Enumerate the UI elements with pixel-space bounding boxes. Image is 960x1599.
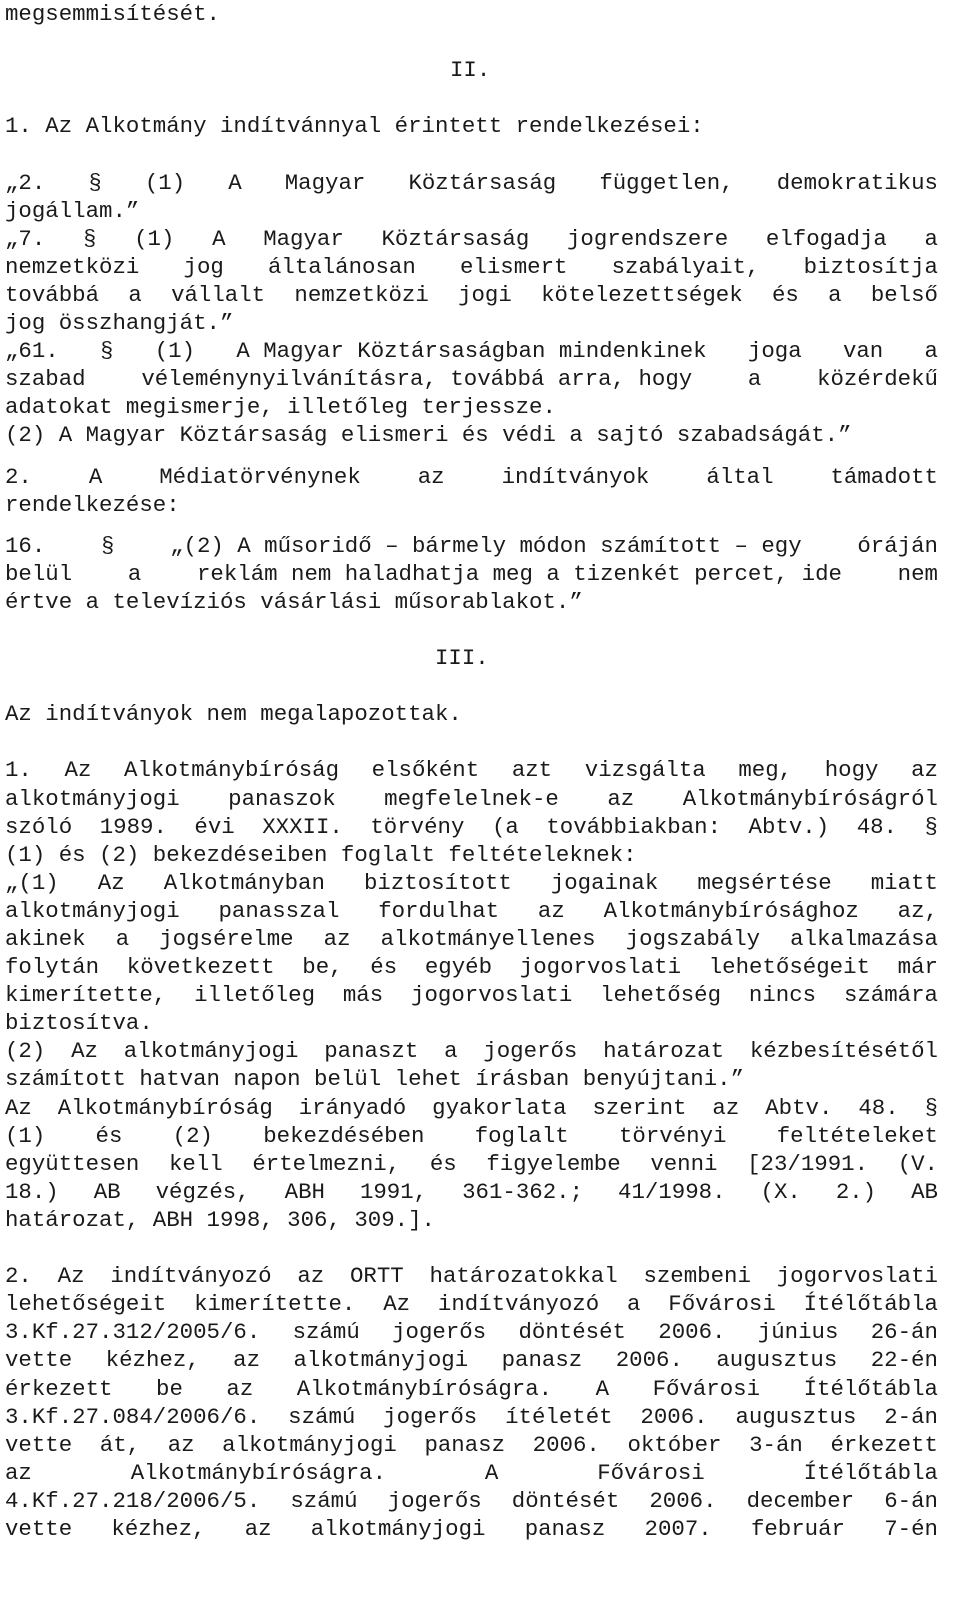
word: az [417, 463, 445, 490]
word: be, [302, 954, 343, 981]
word: számú [290, 1487, 358, 1514]
word: a [627, 1291, 641, 1318]
word: 4.Kf.27.218/2006/5. [5, 1487, 261, 1514]
word: december [746, 1487, 855, 1514]
word: 2-án [884, 1403, 938, 1430]
word: Ítélőtábla [803, 1291, 938, 1318]
word: vette [5, 1515, 73, 1542]
paragraph-gap [5, 450, 938, 463]
word: Köztársaság [408, 169, 557, 196]
quoted-provision-line: adatokat megismerje, illetőleg terjessze. [5, 394, 556, 421]
word: 2. [5, 1263, 32, 1290]
word: [23/1991. [747, 1150, 869, 1177]
word: az [712, 1094, 740, 1121]
word: és [370, 954, 398, 981]
word: jogorvoslati [776, 1263, 938, 1290]
word: foglalt [474, 1122, 569, 1149]
word: Alkotmánybíróságra. [130, 1459, 387, 1486]
paragraph-line [5, 1459, 938, 1487]
quoted-provision-line [5, 337, 938, 365]
word: kötelezettségek [541, 281, 743, 308]
word: a [128, 281, 142, 308]
word: Fővárosi [668, 1291, 776, 1318]
word: 1989. [99, 813, 167, 840]
word: más [342, 982, 384, 1009]
word: törvényi [618, 1122, 727, 1149]
word: Fővárosi [652, 1375, 761, 1402]
paragraph-line [5, 1094, 938, 1122]
word: az [233, 1347, 261, 1374]
quoted-provision-line: értve a televíziós vásárlási műsorablakot.” [5, 588, 583, 615]
word: vette [5, 1347, 73, 1374]
word: bekezdésében [263, 1122, 425, 1149]
word: jogainak [550, 869, 659, 896]
word: által [706, 463, 774, 490]
word: és [95, 1122, 123, 1149]
word: folytán [5, 954, 100, 981]
section-heading: III. [435, 645, 489, 672]
paragraph-line [5, 1487, 938, 1515]
word: joga [747, 338, 802, 365]
paragraph-line [5, 1262, 938, 1290]
word: a [924, 338, 938, 365]
word: az [537, 897, 565, 924]
word: Abtv. [765, 1094, 833, 1121]
word: szabályait, [611, 253, 760, 280]
word: 2006. [640, 1403, 708, 1430]
word: független, [599, 169, 734, 196]
word: 2.) [835, 1178, 877, 1205]
word: alkotmányjogi [123, 1038, 299, 1065]
word: jogorvoslati [411, 982, 573, 1009]
word: Alkotmánybíróság [57, 1094, 273, 1121]
quoted-provision-line: (2) A Magyar Köztársaság elismeri és védi a sajtó szabadságát.” [5, 422, 852, 449]
word: az [607, 785, 635, 812]
paragraph-line [5, 813, 938, 841]
word: döntését [511, 1487, 620, 1514]
quoted-provision-line: jog összhangját.” [5, 310, 234, 337]
word: és [771, 281, 799, 308]
paragraph-line [5, 1431, 938, 1459]
word: § [924, 1094, 938, 1121]
word: június [757, 1319, 839, 1346]
word: a [127, 560, 142, 587]
paragraph-line [5, 925, 938, 953]
word: jogrendszere [566, 225, 729, 252]
word: Fővárosi [597, 1459, 705, 1486]
paragraph-line [5, 953, 938, 981]
word: az [167, 1431, 195, 1458]
word: XXXII. [262, 813, 343, 840]
word: (1) [5, 1122, 46, 1149]
word: továbbiakban: [546, 813, 722, 840]
subsection-heading: 1. Az Alkotmány indítvánnyal érintett rendelkezései: [5, 113, 704, 140]
word: február [750, 1515, 845, 1542]
word: 2006. [532, 1431, 600, 1458]
word: jogerős [387, 1487, 482, 1514]
word: Alkotmánybírósághoz [603, 897, 859, 924]
word: hogy [824, 757, 879, 784]
word: Alkotmánybíróságra. [296, 1375, 553, 1402]
word: szerint [592, 1094, 687, 1121]
word: (1) [144, 169, 186, 196]
word: kell [169, 1150, 223, 1177]
quoted-provision-line [5, 281, 938, 309]
word: Médiatörvénynek [159, 463, 361, 490]
word: panaszt [324, 1038, 419, 1065]
word: 41/1998. [618, 1178, 726, 1205]
text-line: Az indítványok nem megalapozottak. [5, 701, 462, 728]
paragraph-line: (1) és (2) bekezdéseiben foglalt feltételeknek: [5, 841, 637, 868]
word: (1) [154, 338, 196, 365]
word: A [484, 1459, 499, 1486]
word: alkotmányjogi [5, 897, 180, 924]
word: 18.) [5, 1178, 59, 1205]
paragraph-line [5, 1375, 938, 1403]
word: nem [897, 560, 938, 587]
paragraph-line [5, 897, 938, 925]
word: egyéb [424, 954, 493, 981]
word: az, [897, 897, 938, 924]
word: 48. [856, 813, 897, 840]
paragraph-gap [5, 1234, 938, 1262]
word: jogorvoslati [519, 954, 682, 981]
paragraph-line [5, 1346, 938, 1374]
word: venni [650, 1150, 718, 1177]
word: belső [870, 281, 938, 308]
word: jogerős [392, 1319, 487, 1346]
word: kézhez, [111, 1515, 206, 1542]
word: kézbesítésétől [749, 1038, 938, 1065]
word: be [156, 1375, 183, 1402]
paragraph-gap [5, 84, 938, 112]
word: „(1) [5, 869, 59, 896]
paragraph-line [5, 1122, 938, 1150]
word: (2) [172, 1122, 213, 1149]
word: évi [194, 813, 235, 840]
word: Köztársaság [381, 225, 530, 252]
word: alkotmányjogi [310, 1515, 486, 1542]
word: indítványok [501, 463, 650, 490]
word: panasz [524, 1515, 606, 1542]
paragraph-line [5, 869, 938, 897]
word: augusztus [735, 1403, 857, 1430]
paragraph-gap [5, 140, 938, 168]
word: együttesen [5, 1150, 140, 1177]
word: jog [183, 253, 224, 280]
word: érkezett [830, 1431, 938, 1458]
word: „61. [5, 338, 59, 365]
word: számú [288, 1403, 356, 1430]
word: 16. [5, 532, 46, 559]
word: általánosan [268, 253, 416, 280]
word: 22-én [870, 1347, 938, 1374]
word: illetőleg [194, 982, 316, 1009]
word: meg, [738, 757, 793, 784]
paragraph-gap [5, 519, 938, 532]
word: augusztus [716, 1347, 838, 1374]
word: vette [5, 1431, 73, 1458]
word: Az [71, 1038, 98, 1065]
paragraph-line [5, 1290, 938, 1318]
word: ítéletét [505, 1403, 613, 1430]
word: „7. [5, 225, 46, 252]
word: demokratikus [776, 169, 938, 196]
quoted-provision-line [5, 532, 938, 560]
quoted-provision-line [5, 225, 938, 253]
word: megsértése [697, 869, 832, 896]
word: A [228, 169, 242, 196]
word: a [828, 281, 842, 308]
word: miatt [870, 869, 938, 896]
word: Az [97, 869, 125, 896]
word: ORTT [350, 1263, 404, 1290]
word: a [924, 225, 938, 252]
word: irányadó [298, 1094, 407, 1121]
word: számú [292, 1319, 360, 1346]
text-line: megsemmisítését. [5, 1, 220, 27]
document-page [5, 0, 938, 1543]
paragraph-gap [5, 728, 938, 756]
word: Alkotmányban [163, 869, 325, 896]
word: nincs [748, 982, 817, 1009]
word: feltételeket [776, 1122, 938, 1149]
word: A Magyar Köztársaságban mindenkinek [236, 338, 707, 365]
word: támadott [830, 463, 938, 490]
word: (a [491, 813, 519, 840]
word: (X. [760, 1178, 801, 1205]
word: október [627, 1431, 722, 1458]
paragraph-line [5, 785, 938, 813]
word: vállalt [171, 281, 266, 308]
word: figyelembe [486, 1150, 621, 1177]
word: biztosított [363, 869, 512, 896]
paragraph-line: biztosítva. [5, 1010, 153, 1037]
word: a [747, 366, 762, 393]
word: jogsérelme [159, 926, 294, 952]
word: át, [99, 1431, 141, 1458]
word: 2006. [649, 1487, 717, 1514]
word: számára [843, 982, 938, 1009]
word: Az [383, 1291, 411, 1318]
word: közérdekű [817, 366, 938, 393]
word: § [88, 169, 102, 196]
word: óráján [857, 532, 938, 559]
word: értelmezni, [252, 1150, 401, 1177]
section-heading: II. [450, 57, 491, 84]
word: Alkotmánybíróság [124, 757, 340, 784]
word: a [115, 926, 130, 952]
word: érkezett [5, 1375, 113, 1402]
word: az [323, 926, 351, 952]
word: biztosítja [803, 253, 938, 280]
word: § [924, 813, 938, 840]
word: 48. [858, 1094, 899, 1121]
word: az [226, 1375, 254, 1402]
word: következett [126, 954, 275, 981]
word: és [429, 1150, 457, 1177]
word: az [911, 757, 938, 784]
word: jogerős [383, 1403, 478, 1430]
word: § [101, 532, 115, 559]
word: AB [911, 1178, 938, 1205]
word: A [212, 225, 226, 252]
word: nemzetközi [5, 253, 140, 280]
paragraph-line [5, 1515, 938, 1543]
word: véleménynyilvánításra, továbbá arra, hogy [141, 366, 693, 393]
word: szóló [5, 813, 73, 840]
paragraph-line [5, 1178, 938, 1206]
word: panaszok [228, 785, 336, 812]
word: határozatokkal [429, 1263, 618, 1290]
word: 2. [5, 463, 32, 490]
word: Az [57, 1263, 85, 1290]
word: jogerős [483, 1038, 578, 1065]
word: 2006. [615, 1347, 683, 1374]
word: elfogadja [765, 225, 887, 252]
word: 1. [5, 757, 32, 784]
word: „(2) A műsoridő – bármely módon számított – egy [170, 532, 802, 559]
word: Abtv.) [748, 813, 830, 840]
word: elismert [459, 253, 568, 280]
word: ABH [284, 1178, 325, 1205]
word: 3-án [749, 1431, 803, 1458]
word: döntését [518, 1319, 626, 1346]
word: azt [511, 757, 553, 784]
word: akinek [5, 926, 86, 952]
word: kimerítette. [194, 1291, 356, 1318]
word: 3.Kf.27.084/2006/6. [5, 1403, 261, 1430]
paragraph-line [5, 1037, 938, 1065]
word: alkotmányjogi [293, 1347, 469, 1374]
quoted-provision-line [5, 365, 938, 393]
word: (1) [134, 225, 175, 252]
word: 1991, [359, 1178, 428, 1205]
word: indítványozó [110, 1263, 272, 1290]
paragraph-line [5, 756, 938, 784]
word: határozat [603, 1038, 725, 1065]
word: szembeni [643, 1263, 751, 1290]
paragraph-line: határozat, ABH 1998, 306, 309.]. [5, 1206, 435, 1233]
word: panasszal [218, 897, 340, 924]
word: 3.Kf.27.312/2005/6. [5, 1319, 261, 1346]
word: lehetőségeit [5, 1291, 167, 1318]
word: elsőként [371, 757, 480, 784]
word: alkotmányjogi [5, 785, 180, 812]
word: § [82, 225, 97, 252]
word: Ítélőtábla [803, 1375, 938, 1402]
word: fordulhat [378, 897, 500, 924]
subsection-heading-line [5, 463, 938, 491]
word: Az [5, 1094, 32, 1121]
word: törvény [370, 813, 465, 840]
paragraph-line [5, 981, 938, 1009]
word: kimerítette, [5, 982, 167, 1009]
word: alkotmányellenes [380, 926, 596, 952]
word: 361-362.; [462, 1178, 584, 1205]
word: (V. [897, 1150, 938, 1177]
paragraph-line: számított hatvan napon belül lehet írásban benyújtani.” [5, 1066, 745, 1093]
paragraph-gap [5, 672, 938, 700]
word: van [842, 338, 884, 365]
paragraph-line [5, 1150, 938, 1178]
word: jogszabály [625, 926, 761, 952]
quoted-provision-line [5, 253, 938, 281]
word: nemzetközi [294, 281, 429, 308]
word: végzés, [155, 1178, 250, 1205]
word: szabad [5, 366, 86, 393]
word: lehetőségeit [708, 954, 870, 981]
word: Az [64, 757, 92, 784]
word: gyakorlata [432, 1094, 567, 1121]
word: reklám nem haladhatja meg a tizenkét percet, ide [197, 560, 842, 587]
subsection-heading-line: rendelkezése: [5, 491, 180, 518]
word: 2006. [658, 1319, 726, 1346]
word: Alkotmánybíróságról [682, 785, 938, 812]
word: vizsgálta [584, 757, 706, 784]
word: AB [93, 1178, 121, 1205]
word: az [297, 1263, 325, 1290]
word: 26-án [870, 1319, 938, 1346]
quoted-provision-line [5, 560, 938, 588]
word: A [88, 463, 103, 490]
word: alkotmányjogi [222, 1431, 397, 1458]
word: belül [5, 560, 73, 587]
word: Ítélőtábla [803, 1459, 938, 1486]
word: a [444, 1038, 458, 1065]
paragraph-gap [5, 28, 938, 56]
quoted-provision-line: jogállam.” [5, 197, 140, 224]
word: Magyar [284, 169, 366, 196]
word: továbbá [5, 281, 100, 308]
word: alkalmazása [790, 926, 938, 952]
word: kézhez, [105, 1347, 200, 1374]
word: már [897, 954, 938, 981]
paragraph-line [5, 1403, 938, 1431]
quoted-provision-line [5, 169, 938, 197]
word: 2007. [644, 1515, 712, 1542]
word: 6-án [884, 1487, 938, 1514]
word: az [244, 1515, 272, 1542]
paragraph-gap [5, 616, 938, 644]
word: (2) [5, 1038, 46, 1065]
word: az [5, 1459, 32, 1486]
word: 7-én [884, 1515, 938, 1542]
word: panasz [501, 1347, 583, 1374]
word: jogi [458, 281, 512, 308]
word: A [595, 1375, 610, 1402]
word: megfelelnek-e [384, 785, 559, 812]
paragraph-line [5, 1318, 938, 1346]
word: „2. [5, 169, 46, 196]
word: panasz [424, 1431, 506, 1458]
word: lehetőség [600, 982, 722, 1009]
word: Magyar [263, 225, 344, 252]
word: § [100, 338, 114, 365]
word: indítványozó [437, 1291, 600, 1318]
